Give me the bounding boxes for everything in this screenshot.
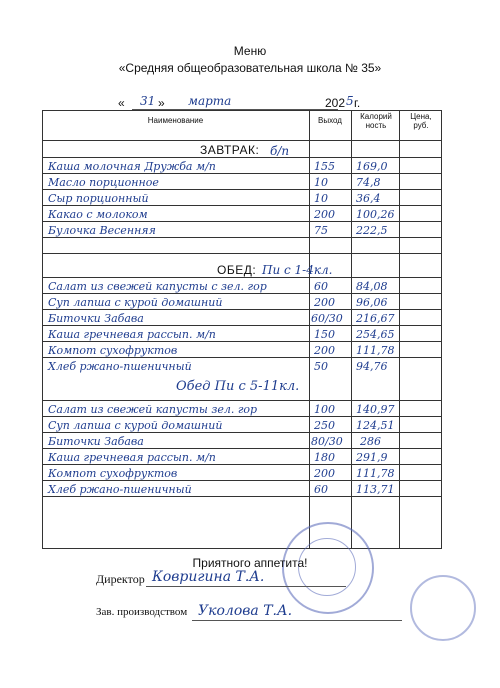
dish-name: Суп лапша с курой домашний [48,296,223,309]
dish-calories: 113,71 [356,483,395,496]
dish-calories: 254,65 [356,328,395,341]
date-year-suffix: г. [354,96,361,110]
round-stamp-secondary [410,575,476,641]
dish-calories: 169,0 [356,160,388,173]
dish-output: 50 [314,360,328,373]
dish-calories: 222,5 [356,224,388,237]
dish-output: 200 [314,467,335,480]
dish-output: 60 [314,280,328,293]
dish-calories: 74,8 [356,176,381,189]
dish-output: 180 [314,451,335,464]
dish-name: Хлеб ржано-пшеничный [48,483,192,496]
dish-name: Булочка Весенняя [48,224,156,237]
dish-output: 10 [314,176,328,189]
dish-output: 10 [314,192,328,205]
dish-calories: 140,97 [356,403,395,416]
lunch1-note: Пи с 1-4кл. [262,263,333,277]
dish-name: Компот сухофруктов [48,344,178,357]
dish-name: Сыр порционный [48,192,149,205]
menu-title: Меню [233,44,267,58]
appetite-text: Приятного аппетита! [192,556,308,570]
date-year-prefix: 202 [325,96,346,110]
dish-calories: 286 [360,435,381,448]
dish-name: Масло порционное [48,176,159,189]
dish-calories: 124,51 [356,419,395,432]
date-close-quote: » [158,96,165,110]
zav-signature: Уколова Т.А. [198,603,293,619]
dish-name: Каша молочная Дружба м/п [48,160,216,173]
director-label: Директор [96,572,145,586]
dish-output: 200 [314,296,335,309]
dish-output: 80/30 [311,435,343,448]
dish-output: 60/30 [311,312,343,325]
breakfast-label: ЗАВТРАК: [200,143,260,157]
dish-output: 155 [314,160,335,173]
dish-output: 250 [314,419,335,432]
col-output-header: Выход [318,116,342,125]
dish-output: 60 [314,483,328,496]
dish-name: Салат из свежей капусты зел. гор [48,403,258,416]
date-year-digit: 5 [346,94,354,108]
dish-calories: 111,78 [356,344,395,357]
dish-name: Какао с молоком [48,208,148,221]
zav-label: Зав. производством [96,606,188,618]
dish-output: 75 [314,224,328,237]
dish-calories: 291,9 [356,451,388,464]
dish-name: Суп лапша с курой домашний [48,419,223,432]
dish-output: 100 [314,403,335,416]
dish-calories: 216,67 [356,312,395,325]
dish-calories: 111,78 [356,467,395,480]
dish-name: Каша гречневая рассып. м/п [48,451,216,464]
date-day: 31 [140,94,156,108]
dish-name: Компот сухофруктов [48,467,178,480]
dish-output: 150 [314,328,335,341]
col-price-header: Цена, руб. [410,112,432,131]
date-open-quote: « [118,96,125,110]
dish-name: Салат из свежей капусты с зел. гор [48,280,267,293]
dish-name: Каша гречневая рассып. м/п [48,328,216,341]
dish-calories: 94,76 [356,360,388,373]
dish-output: 200 [314,344,335,357]
dish-name: Хлеб ржано-пшеничный [48,360,192,373]
dish-calories: 84,08 [356,280,388,293]
director-signature: Ковригина Т.А. [152,569,265,585]
dish-calories: 100,26 [356,208,395,221]
lunch1-label: ОБЕД: [217,263,257,277]
school-name: «Средняя общеобразовательная школа № 35» [118,61,382,75]
date-month: марта [188,94,232,108]
dish-output: 200 [314,208,335,221]
col-calories-header: Калорий ность [360,112,392,131]
dish-name: Биточки Забава [48,435,144,448]
col-name-header: Наименование [147,116,204,125]
breakfast-note: б/п [270,144,290,158]
dish-name: Биточки Забава [48,312,144,325]
dish-calories: 96,06 [356,296,388,309]
lunch2-label: Обед Пи с 5-11кл. [176,379,300,394]
dish-calories: 36,4 [356,192,381,205]
